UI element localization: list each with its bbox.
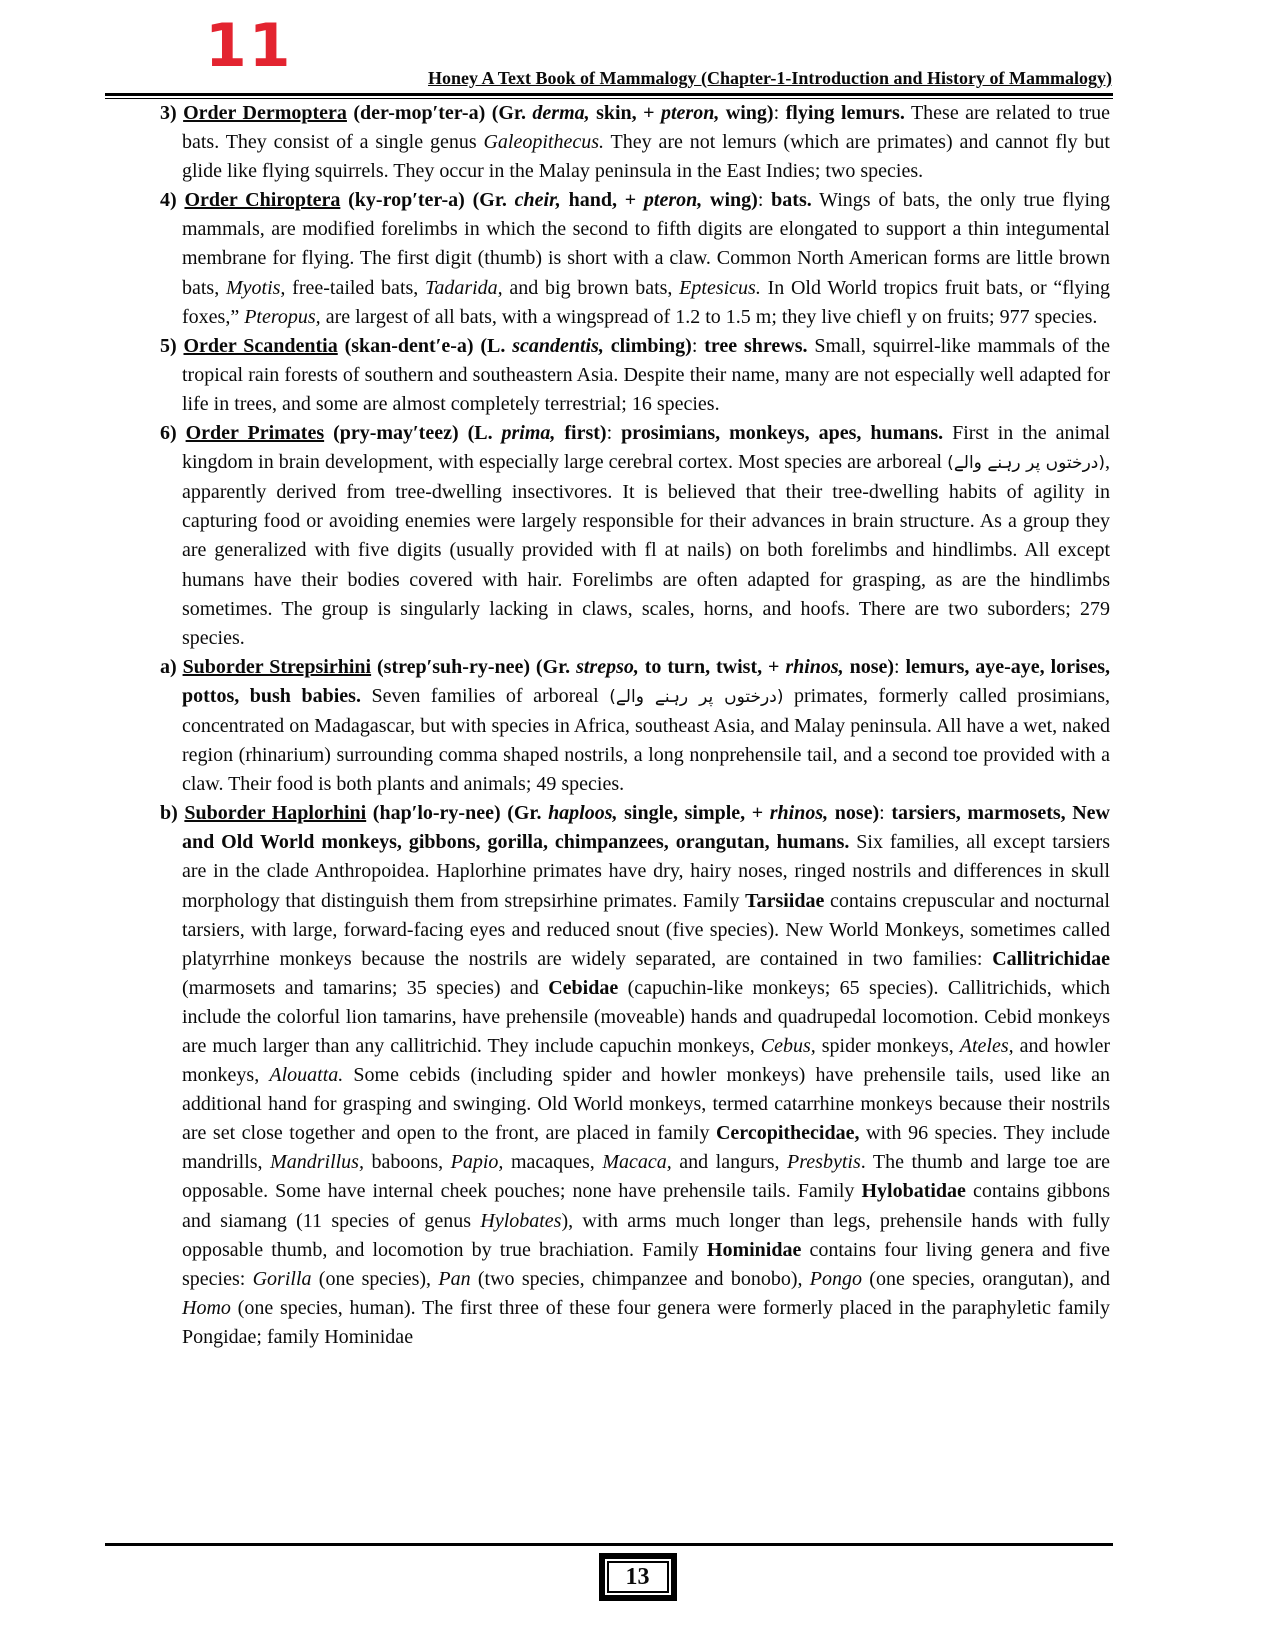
text-segment: rhinos, bbox=[769, 802, 829, 825]
text-segment: Hylobates bbox=[480, 1209, 562, 1232]
text-segment: Some cebids (including spider and howler monkeys) have prehensile tails, used like an additional hand for grasping and swinging. Old World monkeys, termed catarrhine monkeys because their nostrils are set close together and open to the front, are placed in family bbox=[182, 1064, 1111, 1145]
text-segment: derma, bbox=[532, 102, 590, 124]
text-segment: : bbox=[691, 334, 705, 357]
text-segment: Eptesicus. bbox=[679, 276, 761, 299]
text-segment: Cebus, bbox=[760, 1035, 816, 1057]
text-segment: (one species), bbox=[311, 1267, 439, 1290]
text-segment: Order Chiroptera bbox=[184, 189, 341, 212]
text-segment: Small, squirrel-like mammals of the tropical rain forests of southern and southeastern Asia. Despite their name, many are not especially well adapted for life in trees, and some are almost completely terrestrial; 16 species. bbox=[182, 334, 1110, 415]
text-segment: with 96 species. They include mandrills, bbox=[182, 1122, 1110, 1174]
text-segment: contains four living genera and five species: bbox=[182, 1238, 1110, 1290]
text-segment: primates, formerly called prosimians, concentrated on Madagascar, but with species in Africa, southeast Asia, and Malay peninsula. All have a wet, naked region (rhinarium) surrounding comma shaped nostrils, a long nonprehensile tail, and a second toe provided with a claw. Their food is both plants and animals; 49 species. bbox=[182, 684, 1111, 796]
text-segment: : bbox=[773, 102, 786, 124]
text-segment: They are not lemurs (which are primates) and cannot fly but glide like flying squirrels. They occur in the Malay peninsula in the East Indies; two species. bbox=[182, 131, 1110, 183]
paragraph-b bbox=[160, 799, 1110, 1352]
text-segment: (strep′suh-ry-nee) (Gr. bbox=[371, 655, 577, 678]
text-segment: prima, bbox=[501, 422, 556, 445]
text-segment: to turn, twist, + bbox=[638, 655, 786, 678]
footer-rule bbox=[105, 1543, 1113, 1546]
urdu-text-segment: (درختوں پر رہنے والے) bbox=[947, 453, 1105, 474]
header-rule bbox=[105, 93, 1113, 96]
text-segment: rhinos, bbox=[785, 655, 844, 678]
text-segment: Cercopithecidae, bbox=[715, 1122, 860, 1145]
text-segment: : bbox=[879, 802, 892, 825]
text-segment: tree shrews. bbox=[704, 334, 808, 357]
text-segment: (hap′lo-ry-nee) (Gr. bbox=[366, 802, 549, 825]
text-segment: Ateles, bbox=[959, 1035, 1014, 1057]
text-segment: Galeopithecus. bbox=[483, 131, 604, 154]
text-segment: (pry-may′teez) (L. bbox=[324, 422, 502, 445]
text-segment: (skan-dent′e-a) (L. bbox=[337, 334, 513, 357]
text-segment: and howler monkeys, bbox=[182, 1035, 1111, 1087]
text-segment: flying lemurs. bbox=[785, 102, 905, 124]
text-segment: Papio, bbox=[450, 1151, 504, 1174]
text-segment: scandentis, bbox=[512, 334, 604, 357]
page-body bbox=[160, 99, 1110, 1352]
text-segment: . The thumb and large toe are opposable. Some have internal cheek pouches; none have prehensile tails. Family bbox=[182, 1151, 1110, 1203]
text-segment: pteron, bbox=[661, 102, 720, 124]
text-segment: tarsiers, marmosets, New and Old World monkeys, gibbons, gorilla, chimpanzees, orangutan, humans. bbox=[182, 802, 1110, 854]
text-segment: Pteropus, bbox=[244, 305, 321, 328]
paragraph-marker: b) bbox=[160, 802, 185, 825]
text-segment: Pongo bbox=[809, 1267, 863, 1290]
text-segment: , apparently derived from tree-dwelling insectivores. It is believed that their tree-dwelling habits of agility in capturing food or avoiding enemies were largely responsible for their advances in brain structure. As a group they are generalized with five digits (usually provided with fl at nails) on both forelimbs and hindlimbs. All except humans have their bodies covered with hair. Forelimbs are often adapted for grasping, as are the hindlimbs sometimes. The group is singularly lacking in claws, scales, horns, and hoofs. There are two suborders; 279 species. bbox=[182, 451, 1110, 649]
text-segment: Tadarida, bbox=[425, 276, 503, 299]
text-segment: nose) bbox=[843, 655, 895, 678]
text-segment: Order Primates bbox=[185, 422, 325, 445]
paragraph-3 bbox=[160, 99, 1110, 186]
text-segment: wing) bbox=[719, 102, 774, 124]
text-segment: Callitrichidae bbox=[992, 947, 1110, 970]
paragraph-a bbox=[160, 653, 1110, 799]
text-segment: haploos, bbox=[548, 802, 618, 825]
paragraph-marker: 4) bbox=[160, 189, 185, 212]
text-segment: strepso, bbox=[576, 655, 639, 678]
text-segment: Wings of bats, the only true flying mammals, are modified forelimbs in which the second to fifth digits are elongated to support a thin integumental membrane for flying. The first digit (thumb) is short with a claw. Common North American forms are little brown bats, bbox=[182, 189, 1111, 299]
text-segment: lemurs, aye-aye, lorises, pottos, bush babies. bbox=[182, 655, 1111, 707]
page-number: 13 bbox=[607, 1561, 669, 1593]
text-segment: hand, + bbox=[560, 189, 644, 212]
text-segment: : bbox=[894, 655, 906, 678]
paragraph-5 bbox=[160, 332, 1110, 419]
text-segment: spider monkeys, bbox=[815, 1035, 960, 1057]
text-segment: Suborder Strepsirhini bbox=[182, 655, 372, 678]
text-segment: These are related to true bats. They consist of a single genus bbox=[182, 102, 1110, 154]
text-segment: : bbox=[606, 422, 622, 445]
text-segment: Gorilla bbox=[252, 1267, 312, 1290]
chapter-corner-number: 11 bbox=[205, 11, 293, 81]
text-segment: Tarsiidae bbox=[745, 889, 825, 912]
text-segment: single, simple, + bbox=[617, 802, 770, 825]
paragraph-marker: 6) bbox=[160, 422, 186, 445]
text-segment: Mandrillus, bbox=[270, 1151, 364, 1174]
text-segment: Hylobatidae bbox=[861, 1180, 966, 1203]
text-segment: free-tailed bats, bbox=[285, 276, 426, 299]
text-segment: (one species, orangutan), and bbox=[862, 1267, 1110, 1290]
text-segment: contains crepuscular and nocturnal tarsiers, with large, forward-facing eyes and reduced snout (five species). New World Monkeys, sometimes called platyrrhine monkeys because the nostrils are widely separated, are contained in two families: bbox=[182, 889, 1110, 970]
paragraph-marker: a) bbox=[160, 655, 183, 678]
text-segment: climbing) bbox=[603, 334, 692, 357]
text-segment: pteron, bbox=[643, 189, 703, 212]
text-segment: Cebidae bbox=[548, 976, 619, 999]
text-segment: : bbox=[757, 189, 772, 212]
text-segment: wing) bbox=[702, 189, 758, 212]
paragraph-6 bbox=[160, 419, 1110, 653]
text-segment: Seven families of arboreal bbox=[360, 684, 610, 707]
text-segment: Six families, all except tarsiers are in the clade Anthropoidea. Haplorhine primates have dry, hairy noses, ringed nostrils and differences in skull morphology that distinguish them from strepsirhine primates. Family bbox=[182, 831, 1110, 912]
text-segment: (one species, human). The first three of these four genera were formerly placed in the paraphyletic family Pongidae; family Hominidae bbox=[182, 1296, 1110, 1348]
text-segment: Pan bbox=[438, 1267, 471, 1290]
text-segment: In Old World tropics fruit bats, or “flying foxes,” bbox=[182, 276, 1110, 328]
text-segment: Myotis, bbox=[225, 276, 286, 299]
text-segment: and langurs, bbox=[671, 1151, 788, 1174]
text-segment: (der-mop′ter-a) (Gr. bbox=[346, 102, 533, 124]
text-segment: (two species, chimpanzee and bonobo), bbox=[470, 1267, 810, 1290]
text-segment: prosimians, monkeys, apes, humans. bbox=[621, 422, 944, 445]
running-header-title: Honey A Text Book of Mammalogy (Chapter-1-Introduction and History of Mammalogy) bbox=[428, 68, 1112, 88]
text-segment: and big brown bats, bbox=[502, 276, 680, 299]
text-segment: baboons, bbox=[363, 1151, 451, 1174]
text-segment: macaques, bbox=[503, 1151, 603, 1174]
text-segment: Presbytis bbox=[787, 1151, 861, 1174]
text-segment: Homo bbox=[182, 1296, 231, 1319]
text-segment: Order Scandentia bbox=[183, 334, 338, 357]
paragraph-marker: 3) bbox=[160, 102, 184, 124]
text-segment: first) bbox=[555, 422, 607, 445]
text-segment: (ky-rop′ter-a) (Gr. bbox=[340, 189, 515, 212]
text-segment: Suborder Haplorhini bbox=[184, 802, 367, 825]
text-segment: cheir, bbox=[514, 189, 561, 212]
text-segment: Macaca, bbox=[602, 1151, 672, 1174]
paragraph-4 bbox=[160, 186, 1110, 331]
text-segment: are largest of all bats, with a wingspread of 1.2 to 1.5 m; they live chiefl y on fruits; 977 species. bbox=[320, 305, 1098, 328]
page-number-box bbox=[599, 1553, 677, 1601]
text-segment: (capuchin-like monkeys; 65 species). Callitrichids, which include the colorful lion tamarins, have prehensile (moveable) hands and quadrupedal locomotion. Cebid monkeys are much larger than any callitrichid. They include capuchin monkeys, bbox=[182, 976, 1110, 1057]
text-segment: ), with arms much longer than legs, prehensile hands with fully opposable thumb, and locomotion by true brachiation. Family bbox=[182, 1209, 1110, 1261]
text-segment: skin, + bbox=[589, 102, 661, 124]
text-segment: First in the animal kingdom in brain development, with especially large cerebral cortex. Most species are arboreal bbox=[182, 422, 1111, 474]
text-segment: nose) bbox=[828, 802, 880, 825]
text-segment: Hominidae bbox=[706, 1238, 802, 1261]
text-segment: Order Dermoptera bbox=[183, 102, 347, 124]
paragraph-marker: 5) bbox=[160, 334, 184, 357]
text-segment: contains gibbons and siamang (11 species of genus bbox=[182, 1180, 1110, 1232]
text-segment: bats. bbox=[771, 189, 812, 212]
urdu-text-segment: (درختوں پر رہنے والے) bbox=[609, 686, 784, 707]
text-segment: Alouatta. bbox=[269, 1064, 344, 1087]
text-segment: (marmosets and tamarins; 35 species) and bbox=[182, 976, 549, 999]
